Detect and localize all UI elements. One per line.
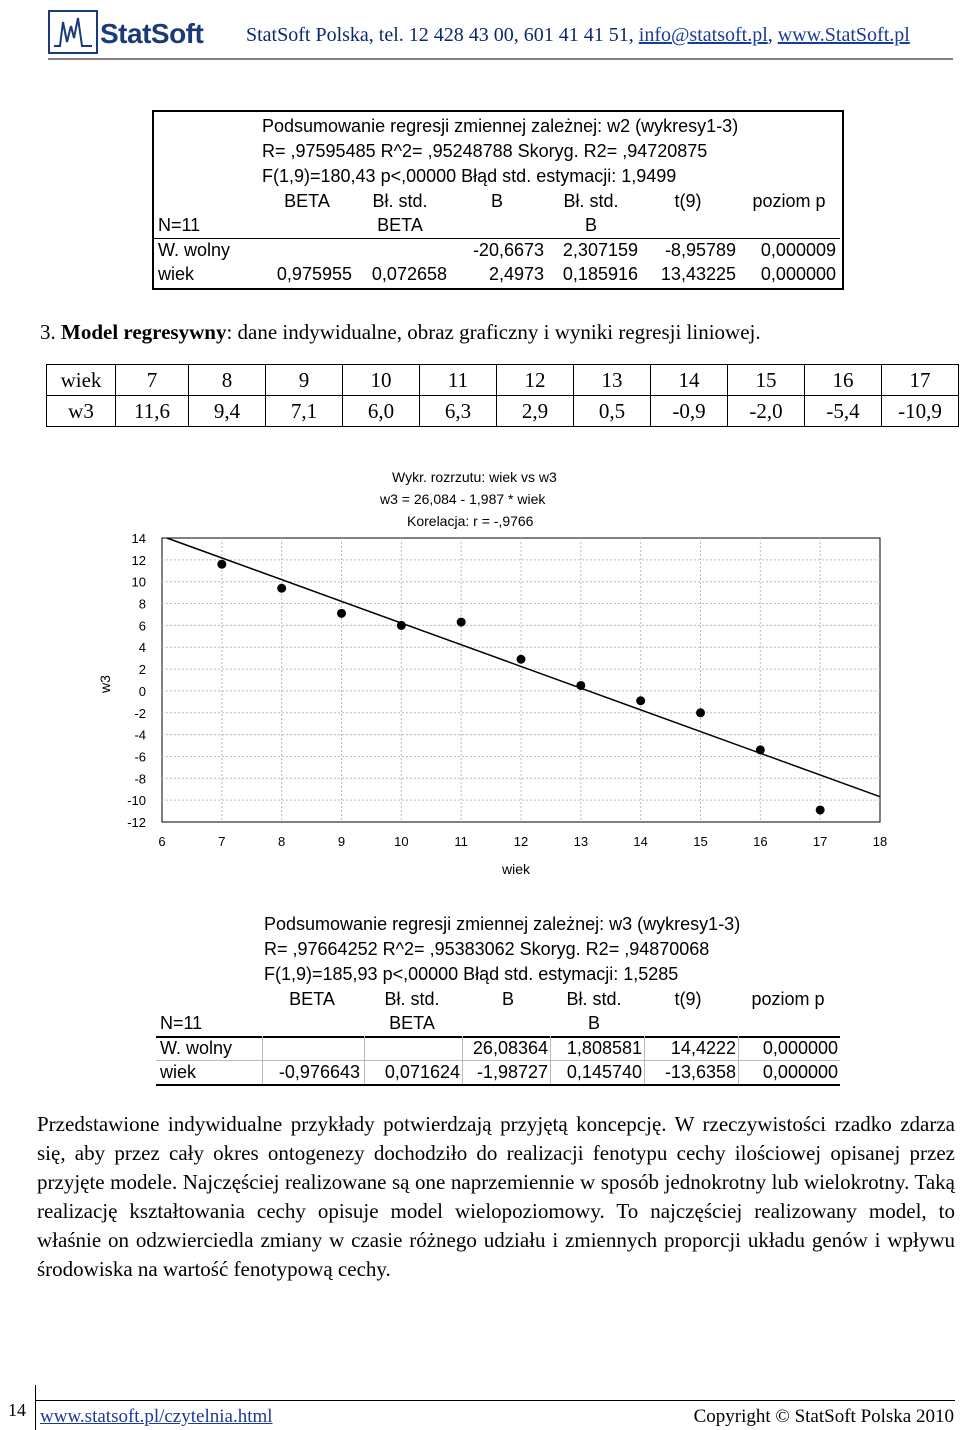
chart-equation: w3 = 26,084 - 1,987 * wiek [380,491,546,507]
col-header: BETA [289,989,335,1009]
table-cell: 0,000000 [760,264,836,284]
section-bold-title: Model regresywny [61,320,227,344]
email-link[interactable]: info@statsoft.pl [638,24,768,46]
table-cell: 0,072658 [371,264,447,284]
col-header: BETA [389,1013,435,1033]
regression-line [167,538,880,797]
regression-stats-2: F(1,9)=180,43 p<,00000 Błąd std. estymacji: 1,9499 [262,166,677,186]
row-label: wiek [160,1062,197,1082]
data-point [517,655,526,664]
table-cell: 0,071624 [384,1062,460,1082]
footer-divider [35,1385,36,1430]
table-cell: 16 [805,365,882,396]
chart-ticks [127,531,887,849]
table-cell: 0,145740 [566,1062,642,1082]
table-cell: 15 [728,365,805,396]
y-tick-label: 0 [138,683,146,699]
x-tick-label: 7 [218,834,226,849]
logo-chart-icon [48,10,98,54]
table-cell: 0,000000 [762,1062,838,1082]
regression-stats-1: R= ,97595485 R^2= ,95248788 Skoryg. R2= ,94720875 [262,141,708,161]
y-tick-label: 8 [138,596,146,612]
table-cell: 13,43225 [660,264,736,284]
table-cell: 17 [882,365,959,396]
y-tick-label: -10 [127,793,146,809]
y-tick-label: -12 [127,815,146,830]
logo-text: StatSoft [100,18,204,49]
col-header: t(9) [674,989,702,1009]
chart-fit-line [167,538,880,797]
col-header: BETA [377,215,423,235]
table-cell: 12 [497,365,574,396]
y-tick-label: 12 [131,552,146,568]
x-tick-label: 11 [454,834,468,849]
table-cell: -1,98727 [476,1062,548,1082]
footer-link[interactable]: www.statsoft.pl/czytelnia.html [40,1406,273,1427]
table-cell: 0,975955 [276,264,352,284]
regression-stats-2: F(1,9)=185,93 p<,00000 Błąd std. estymacji: 1,5285 [264,964,679,984]
y-tick-label: -2 [134,705,146,721]
row-label: wiek [158,264,195,284]
col-header: B [587,1013,600,1033]
table-bottom-rule [156,1084,840,1086]
table-row-w3 [47,396,959,427]
col-header: B [501,989,514,1009]
table-cell: 0,185916 [562,264,638,284]
section-rest: : dane indywidualne, obraz graficzny i wyniki regresji liniowej. [226,320,761,344]
table-cell: 7 [116,365,189,396]
x-tick-label: 16 [753,834,768,849]
data-point [576,681,585,690]
scatter-chart [90,460,910,890]
y-axis-label: w3 [97,675,113,693]
footer-copyright: Copyright © StatSoft Polska 2010 [693,1406,954,1427]
y-tick-label: 4 [138,640,146,656]
x-tick-label: 15 [693,834,708,849]
data-point [696,708,705,717]
table-cell: -13,6358 [664,1062,736,1082]
chart-title: Wykr. rozrzutu: wiek vs w3 [392,469,557,485]
table-divider [154,238,840,239]
n-label: N=11 [160,1013,203,1033]
x-tick-label: 12 [513,834,529,849]
y-tick-label: 2 [138,662,146,678]
table-cell: 1,808581 [566,1038,642,1058]
x-tick-label: 6 [158,834,166,849]
table-cell: -20,6673 [472,240,544,260]
col-header: B [490,191,503,211]
col-header: Bł. std. [566,989,622,1009]
table-cell: -2,0 [728,396,805,427]
n-label: N=11 [158,215,201,235]
row-label: wiek [47,365,116,396]
col-header: BETA [284,191,330,211]
table-row-wiek [47,365,959,396]
table-cell: 2,9 [497,396,574,427]
y-tick-label: -8 [134,771,146,787]
footer-rule [35,1400,955,1401]
x-tick-label: 10 [394,834,409,849]
x-tick-label: 17 [812,834,828,849]
y-tick-label: 14 [131,531,146,546]
table-cell: 10 [343,365,420,396]
table-cell: 11 [420,365,497,396]
y-tick-label: -4 [134,727,146,743]
row-label: W. wolny [158,240,231,260]
x-tick-label: 14 [633,834,648,849]
data-point [277,584,286,593]
table-cell: 8 [189,365,266,396]
table-cell: -5,4 [805,396,882,427]
col-header: Bł. std. [563,191,619,211]
regression-stats-1: R= ,97664252 R^2= ,95383062 Skoryg. R2= ,94870068 [264,939,710,959]
col-header: poziom p [752,191,826,211]
table-cell: -10,9 [882,396,959,427]
data-point [756,745,765,754]
table-cell: -0,976643 [278,1062,360,1082]
chart-correlation: Korelacja: r = -,9766 [407,513,534,529]
col-header: Bł. std. [384,989,440,1009]
data-table [46,364,959,427]
table-cell: 26,08364 [472,1038,548,1058]
contact-text: StatSoft Polska, tel. 12 428 43 00, 601 41 41 51, [246,24,639,46]
table-cell: 6,3 [420,396,497,427]
y-tick-label: 10 [131,574,146,590]
table-cell: 0,5 [574,396,651,427]
x-axis-label: wiek [501,861,531,877]
data-point [636,696,645,705]
table-cell: 0,000000 [762,1038,838,1058]
table-cell: -0,9 [651,396,728,427]
regression-title: Podsumowanie regresji zmiennej zależnej: w3 (wykresy1-3) [264,914,741,934]
col-header: t(9) [674,191,702,211]
data-point [457,618,466,627]
table-cell: 9,4 [189,396,266,427]
y-tick-label: 6 [138,618,146,634]
col-header: B [584,215,597,235]
header-contact [246,24,910,47]
table-cell: 2,4973 [488,264,544,284]
contact-separator: , [767,24,778,46]
data-point [217,560,226,569]
data-point [816,805,825,814]
body-paragraph: Przedstawione indywidualne przykłady potwierdzają przyjętą koncepcję. W rzeczywistości rzadko zdarza się, aby przez cały okres ontogenezy dochodziło do realizacji fenotypu cechy ilościowej opisanej przez przyjęte modele. Najczęściej realizowane są one naprzemiennie w sposób jednokrotny lub wielokrotny. Taką realizację kształtowania cechy opisuje model wielopoziomowy. To najczęściej realizowany model, to właśnie on odzwierciedla zmiany w czasie różnego udziału i zmiennych proporcji układu genów i wpływu środowiska na wartość fenotypową cechy. [37,1112,955,1281]
table-cell: 11,6 [116,396,189,427]
table-cell: 2,307159 [562,240,638,260]
x-tick-label: 18 [872,834,888,849]
table-cell: 6,0 [343,396,420,427]
column-divider [262,1036,263,1084]
table-cell: -8,95789 [664,240,736,260]
table-cell: 14,4222 [670,1038,736,1058]
section-heading [40,320,761,345]
chart-grid [162,538,880,822]
table-cell: 13 [574,365,651,396]
data-point [397,621,406,630]
x-tick-label: 8 [278,834,286,849]
statsoft-logo [48,10,238,52]
table-cell: 0,000009 [760,240,836,260]
col-header: poziom p [751,989,825,1009]
row-label: w3 [47,396,116,427]
data-point [337,609,346,618]
x-tick-label: 13 [573,834,589,849]
page-number: 14 [8,1400,26,1420]
website-link[interactable]: www.StatSoft.pl [777,24,910,46]
regression-title: Podsumowanie regresji zmiennej zależnej: w2 (wykresy1-3) [262,116,739,136]
x-tick-label: 9 [337,834,346,849]
header-rule [48,58,953,60]
section-number: 3. [40,320,56,344]
row-label: W. wolny [160,1038,233,1058]
table-cell: 7,1 [266,396,343,427]
table-cell: 14 [651,365,728,396]
col-header: Bł. std. [372,191,428,211]
y-tick-label: -6 [134,749,146,765]
table-cell: 9 [266,365,343,396]
